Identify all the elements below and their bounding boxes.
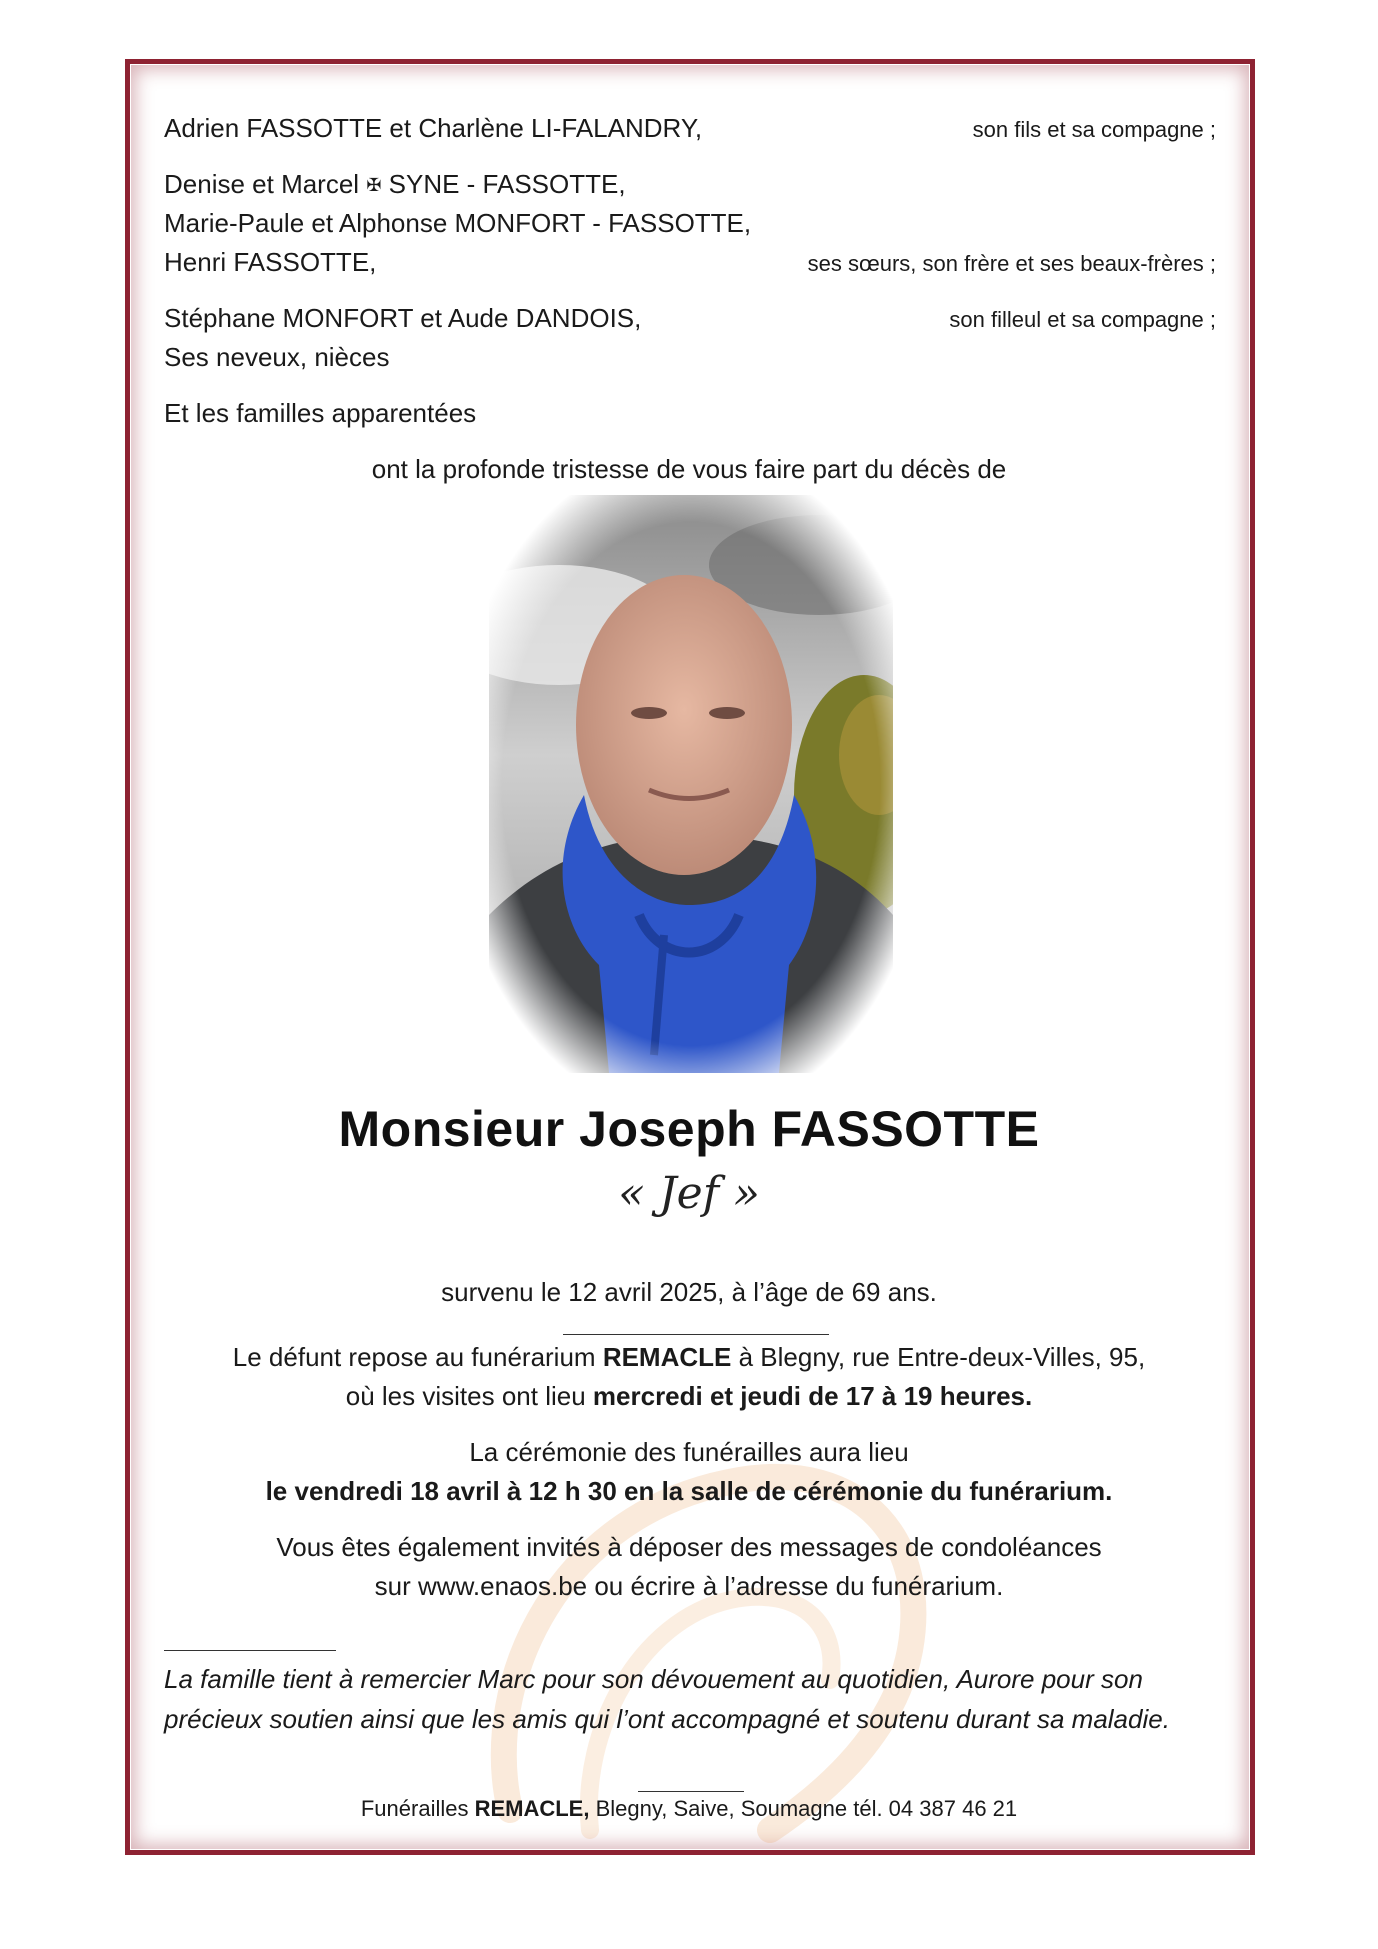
repose-text-1: Le défunt repose au funérarium: [232, 1342, 603, 1372]
ceremony-date: le vendredi 18 avril à 12 h 30 en la salle de cérémonie du funérarium.: [265, 1476, 1113, 1506]
date-of-death: survenu le 12 avril 2025, à l’âge de 69 ans.: [441, 1277, 937, 1307]
family-line-2a-surname: SYNE - FASSOTTE,: [388, 169, 626, 199]
logo-watermark-icon: [470, 1450, 940, 1850]
deceased-nickname: « Jef »: [618, 1168, 760, 1219]
family-line-2c: Henri FASSOTTE,: [164, 247, 377, 277]
cross-icon: ✠: [366, 175, 382, 195]
family-line-3b: Ses neveux, nièces: [164, 342, 390, 372]
ceremony-line-1: La cérémonie des funérailles aura lieu: [469, 1437, 909, 1467]
deceased-name: Monsieur Joseph FASSOTTE: [338, 1101, 1040, 1157]
family-line-2a-text: Denise et Marcel: [164, 169, 360, 199]
family-role-3: son filleul et sa compagne ;: [949, 307, 1216, 332]
family-role-1: son fils et sa compagne ;: [972, 117, 1216, 142]
footer-company: REMACLE,: [474, 1796, 590, 1821]
visits-text: où les visites ont lieu: [345, 1381, 593, 1411]
footer-funeral-home: [0, 1796, 1378, 1822]
visits-hours: mercredi et jeudi de 17 à 19 heures.: [592, 1381, 1033, 1411]
announcement-text: ont la profonde tristesse de vous faire part du décès de: [371, 454, 1007, 484]
repose-line-2: [0, 1383, 1378, 1409]
family-role-2: ses sœurs, son frère et ses beaux-frères ;: [807, 251, 1216, 276]
funeral-home-name: REMACLE: [602, 1342, 732, 1372]
condolences-line-1: Vous êtes également invités à déposer des messages de condoléances: [276, 1532, 1102, 1562]
family-line-4: Et les familles apparentées: [164, 398, 477, 428]
condolences-line-2: sur www.enaos.be ou écrire à l’adresse du funérarium.: [374, 1571, 1004, 1601]
footer-prefix: Funérailles: [360, 1796, 475, 1821]
family-line-2a: [164, 171, 626, 197]
family-line-2b: Marie-Paule et Alphonse MONFORT - FASSOTTE,: [164, 208, 752, 238]
repose-line-1: [0, 1344, 1378, 1370]
repose-address: à Blegny, rue Entre-deux-Villes, 95,: [731, 1342, 1146, 1372]
divider-footer: [638, 1791, 744, 1792]
family-line-3a: Stéphane MONFORT et Aude DANDOIS,: [164, 303, 642, 333]
portrait-photo: [489, 495, 893, 1073]
ceremony-line-2: [0, 1478, 1378, 1504]
divider-short: [563, 1334, 829, 1335]
thanks-paragraph: La famille tient à remercier Marc pour son dévouement au quotidien, Aurore pour son précieux soutien ainsi que les amis qui l’ont accompagné et soutenu durant sa maladie.: [164, 1664, 1170, 1734]
footer-contact: Blegny, Saive, Soumagne tél. 04 387 46 21: [589, 1796, 1018, 1821]
family-line-1: Adrien FASSOTTE et Charlène LI-FALANDRY,: [164, 113, 703, 143]
divider-left: [164, 1650, 336, 1651]
